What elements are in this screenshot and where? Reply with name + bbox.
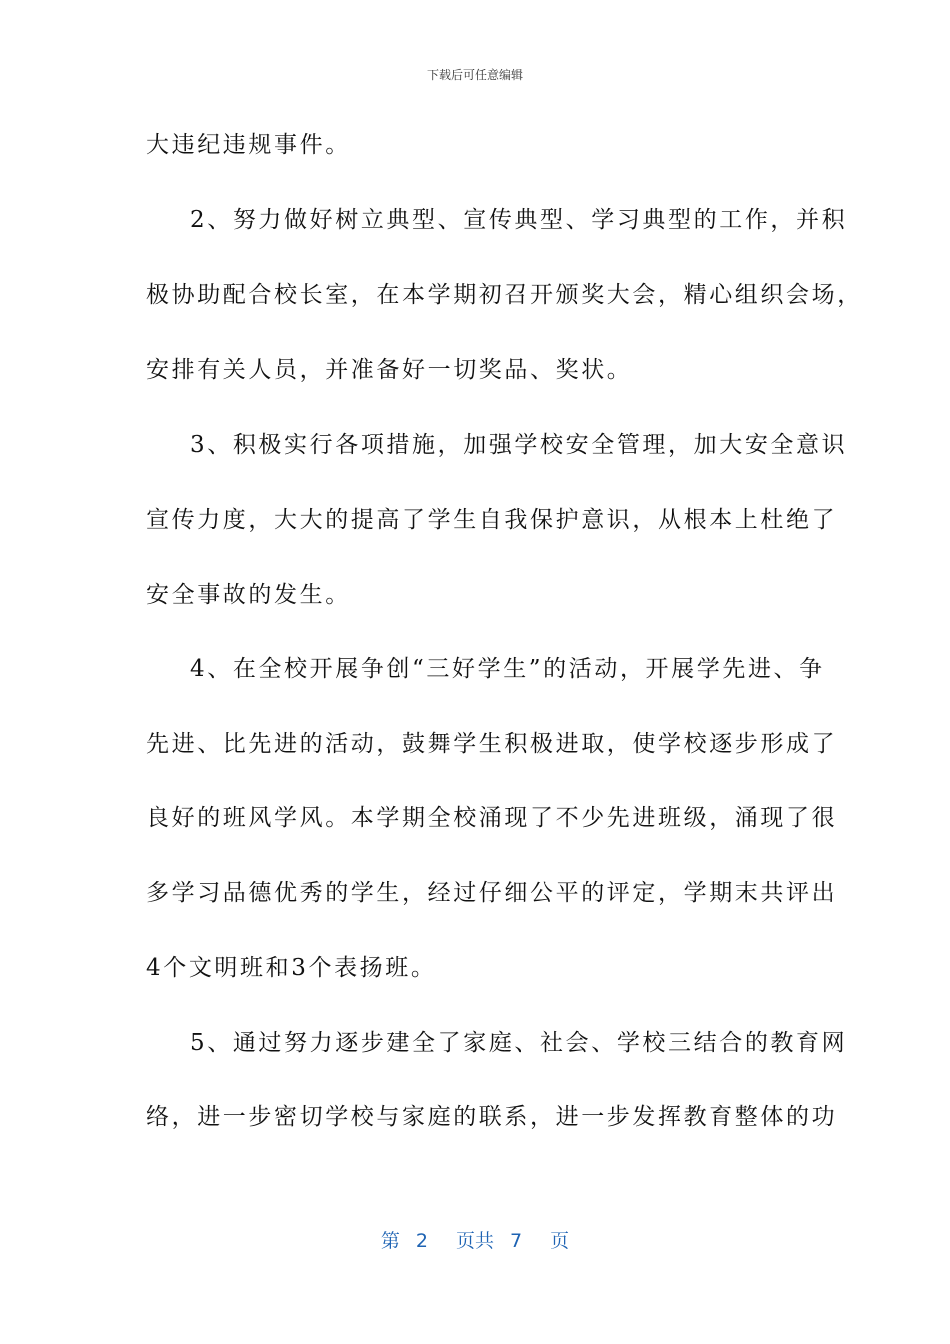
- footer-page-number: 2: [415, 1230, 428, 1252]
- footer-middle: 页共: [455, 1230, 494, 1252]
- text-line: 4个文明班和3个表扬班。: [146, 955, 437, 981]
- header-note: 下载后可任意编辑: [426, 68, 523, 82]
- footer-suffix: 页: [550, 1230, 570, 1252]
- text-line: 2、努力做好树立典型、宣传典型、学习典型的工作，并积: [190, 207, 848, 233]
- text-line: 安排有关人员，并准备好一切奖品、奖状。: [146, 357, 633, 383]
- page-number-footer: [0, 1226, 950, 1253]
- text-line: 络，进一步密切学校与家庭的联系，进一步发挥教育整体的功: [146, 1104, 838, 1130]
- text-line: 良好的班风学风。本学期全校涌现了不少先进班级，涌现了很: [146, 805, 838, 831]
- footer-prefix: 第: [380, 1230, 400, 1252]
- text-line: 极协助配合校长室，在本学期初召开颁奖大会，精心组织会场，: [146, 282, 863, 308]
- text-line: 安全事故的发生。: [146, 582, 351, 608]
- text-line: 先进、比先进的活动，鼓舞学生积极进取，使学校逐步形成了: [146, 731, 838, 757]
- text-line: 5、通过努力逐步建全了家庭、社会、学校三结合的教育网: [190, 1030, 848, 1056]
- text-line: 宣传力度，大大的提高了学生自我保护意识，从根本上杜绝了: [146, 507, 838, 533]
- text-line: 4、在全校开展争创“三好学生”的活动，开展学先进、争: [190, 656, 825, 682]
- text-line: 多学习品德优秀的学生，经过仔细公平的评定，学期末共评出: [146, 880, 838, 906]
- text-line: 3、积极实行各项措施，加强学校安全管理，加大安全意识: [190, 432, 848, 458]
- footer-total-pages: 7: [510, 1230, 523, 1252]
- text-line: 大违纪违规事件。: [146, 132, 351, 158]
